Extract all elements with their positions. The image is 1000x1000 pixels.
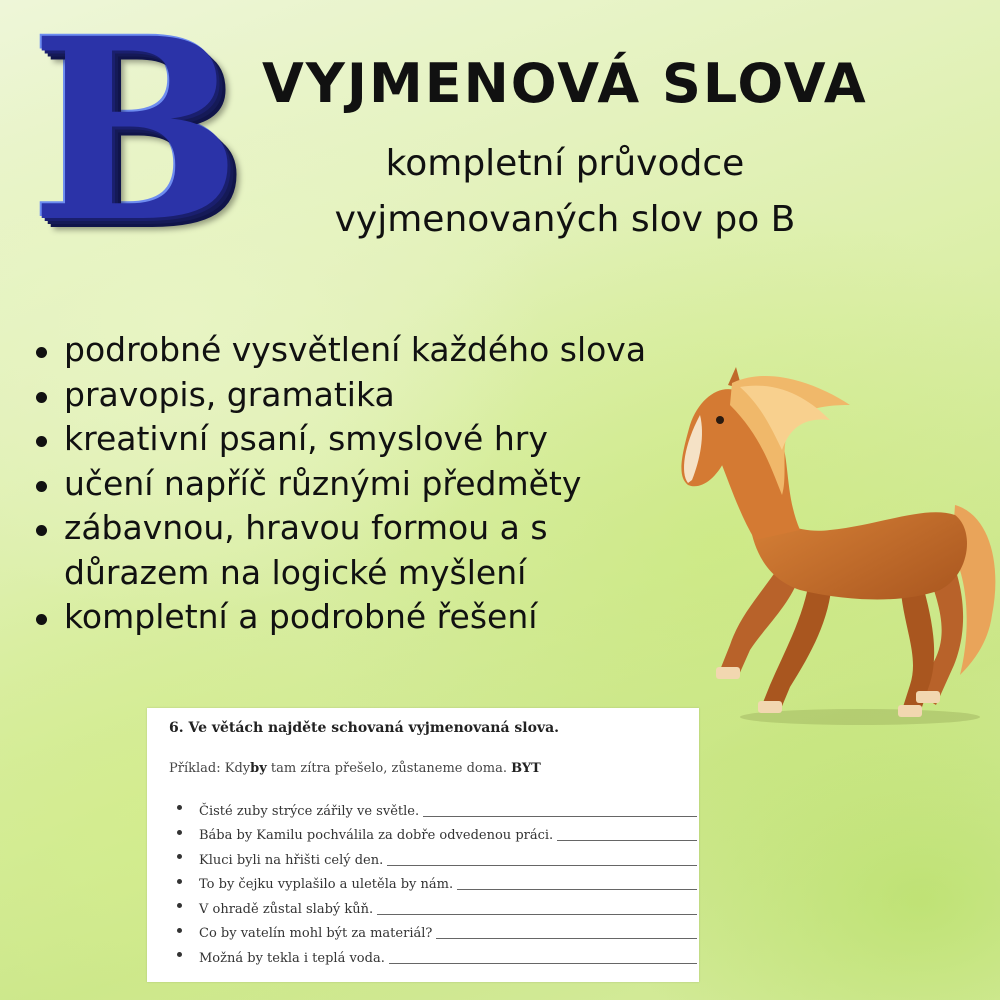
feature-list <box>30 328 730 640</box>
feature-item: pravopis, gramatika <box>30 373 730 418</box>
example-rest: tam zítra přešelo, zůstaneme doma. <box>266 761 512 776</box>
answer-line <box>436 937 697 939</box>
bullet-icon <box>177 903 182 908</box>
feature-item: zábavnou, hravou formou a s důrazem na logické myšlení <box>30 506 664 595</box>
worksheet-preview <box>147 708 699 982</box>
worksheet-sentence: Možná by tekla i teplá voda. <box>177 943 697 968</box>
worksheet-sentence: Kluci byli na hřišti celý den. <box>177 845 697 870</box>
answer-line <box>377 913 697 915</box>
feature-item: kreativní psaní, smyslové hry <box>30 417 730 462</box>
horse-illustration <box>670 365 1000 745</box>
answer-line <box>423 815 697 817</box>
worksheet-sentence: Čisté zuby strýce zářily ve světle. <box>177 796 697 821</box>
bullet-icon <box>177 879 182 884</box>
bullet-icon <box>177 830 182 835</box>
feature-item: učení napříč různými předměty <box>30 462 730 507</box>
worksheet-sentence: To by čejku vyplašilo a uletěla by nám. <box>177 870 697 895</box>
bullet-icon <box>177 952 182 957</box>
worksheet-sentence: V ohradě zůstal slabý kůň. <box>177 894 697 919</box>
answer-line <box>387 864 697 866</box>
example-answer: BYT <box>511 761 541 776</box>
subtitle-line-2: vyjmenovaných slov po B <box>334 199 796 240</box>
answer-line <box>457 888 697 890</box>
bullet-icon <box>177 805 182 810</box>
example-prefix: Příklad: Kdy <box>169 761 251 776</box>
worksheet-sentences <box>177 796 697 968</box>
letter-b-logo: B <box>30 0 242 277</box>
worksheet-sentence: Bába by Kamilu pochválila za dobře odvedenou práci. <box>177 821 697 846</box>
worksheet-heading: 6. Ve větách najděte schovaná vyjmenovaná slova. <box>169 720 560 736</box>
bullet-icon <box>177 854 182 859</box>
page-subtitle <box>250 136 880 248</box>
answer-line <box>557 839 697 841</box>
feature-item: podrobné vysvětlení každého slova <box>30 328 730 373</box>
page-title: VYJMENOVÁ SLOVA <box>262 52 868 115</box>
subtitle-line-1: kompletní průvodce <box>385 143 745 184</box>
worksheet-sentence: Co by vatelín mohl být za materiál? <box>177 919 697 944</box>
worksheet-example <box>169 761 541 776</box>
feature-item: kompletní a podrobné řešení <box>30 595 730 640</box>
bullet-icon <box>177 928 182 933</box>
example-highlight: by <box>250 761 267 776</box>
answer-line <box>389 962 697 964</box>
